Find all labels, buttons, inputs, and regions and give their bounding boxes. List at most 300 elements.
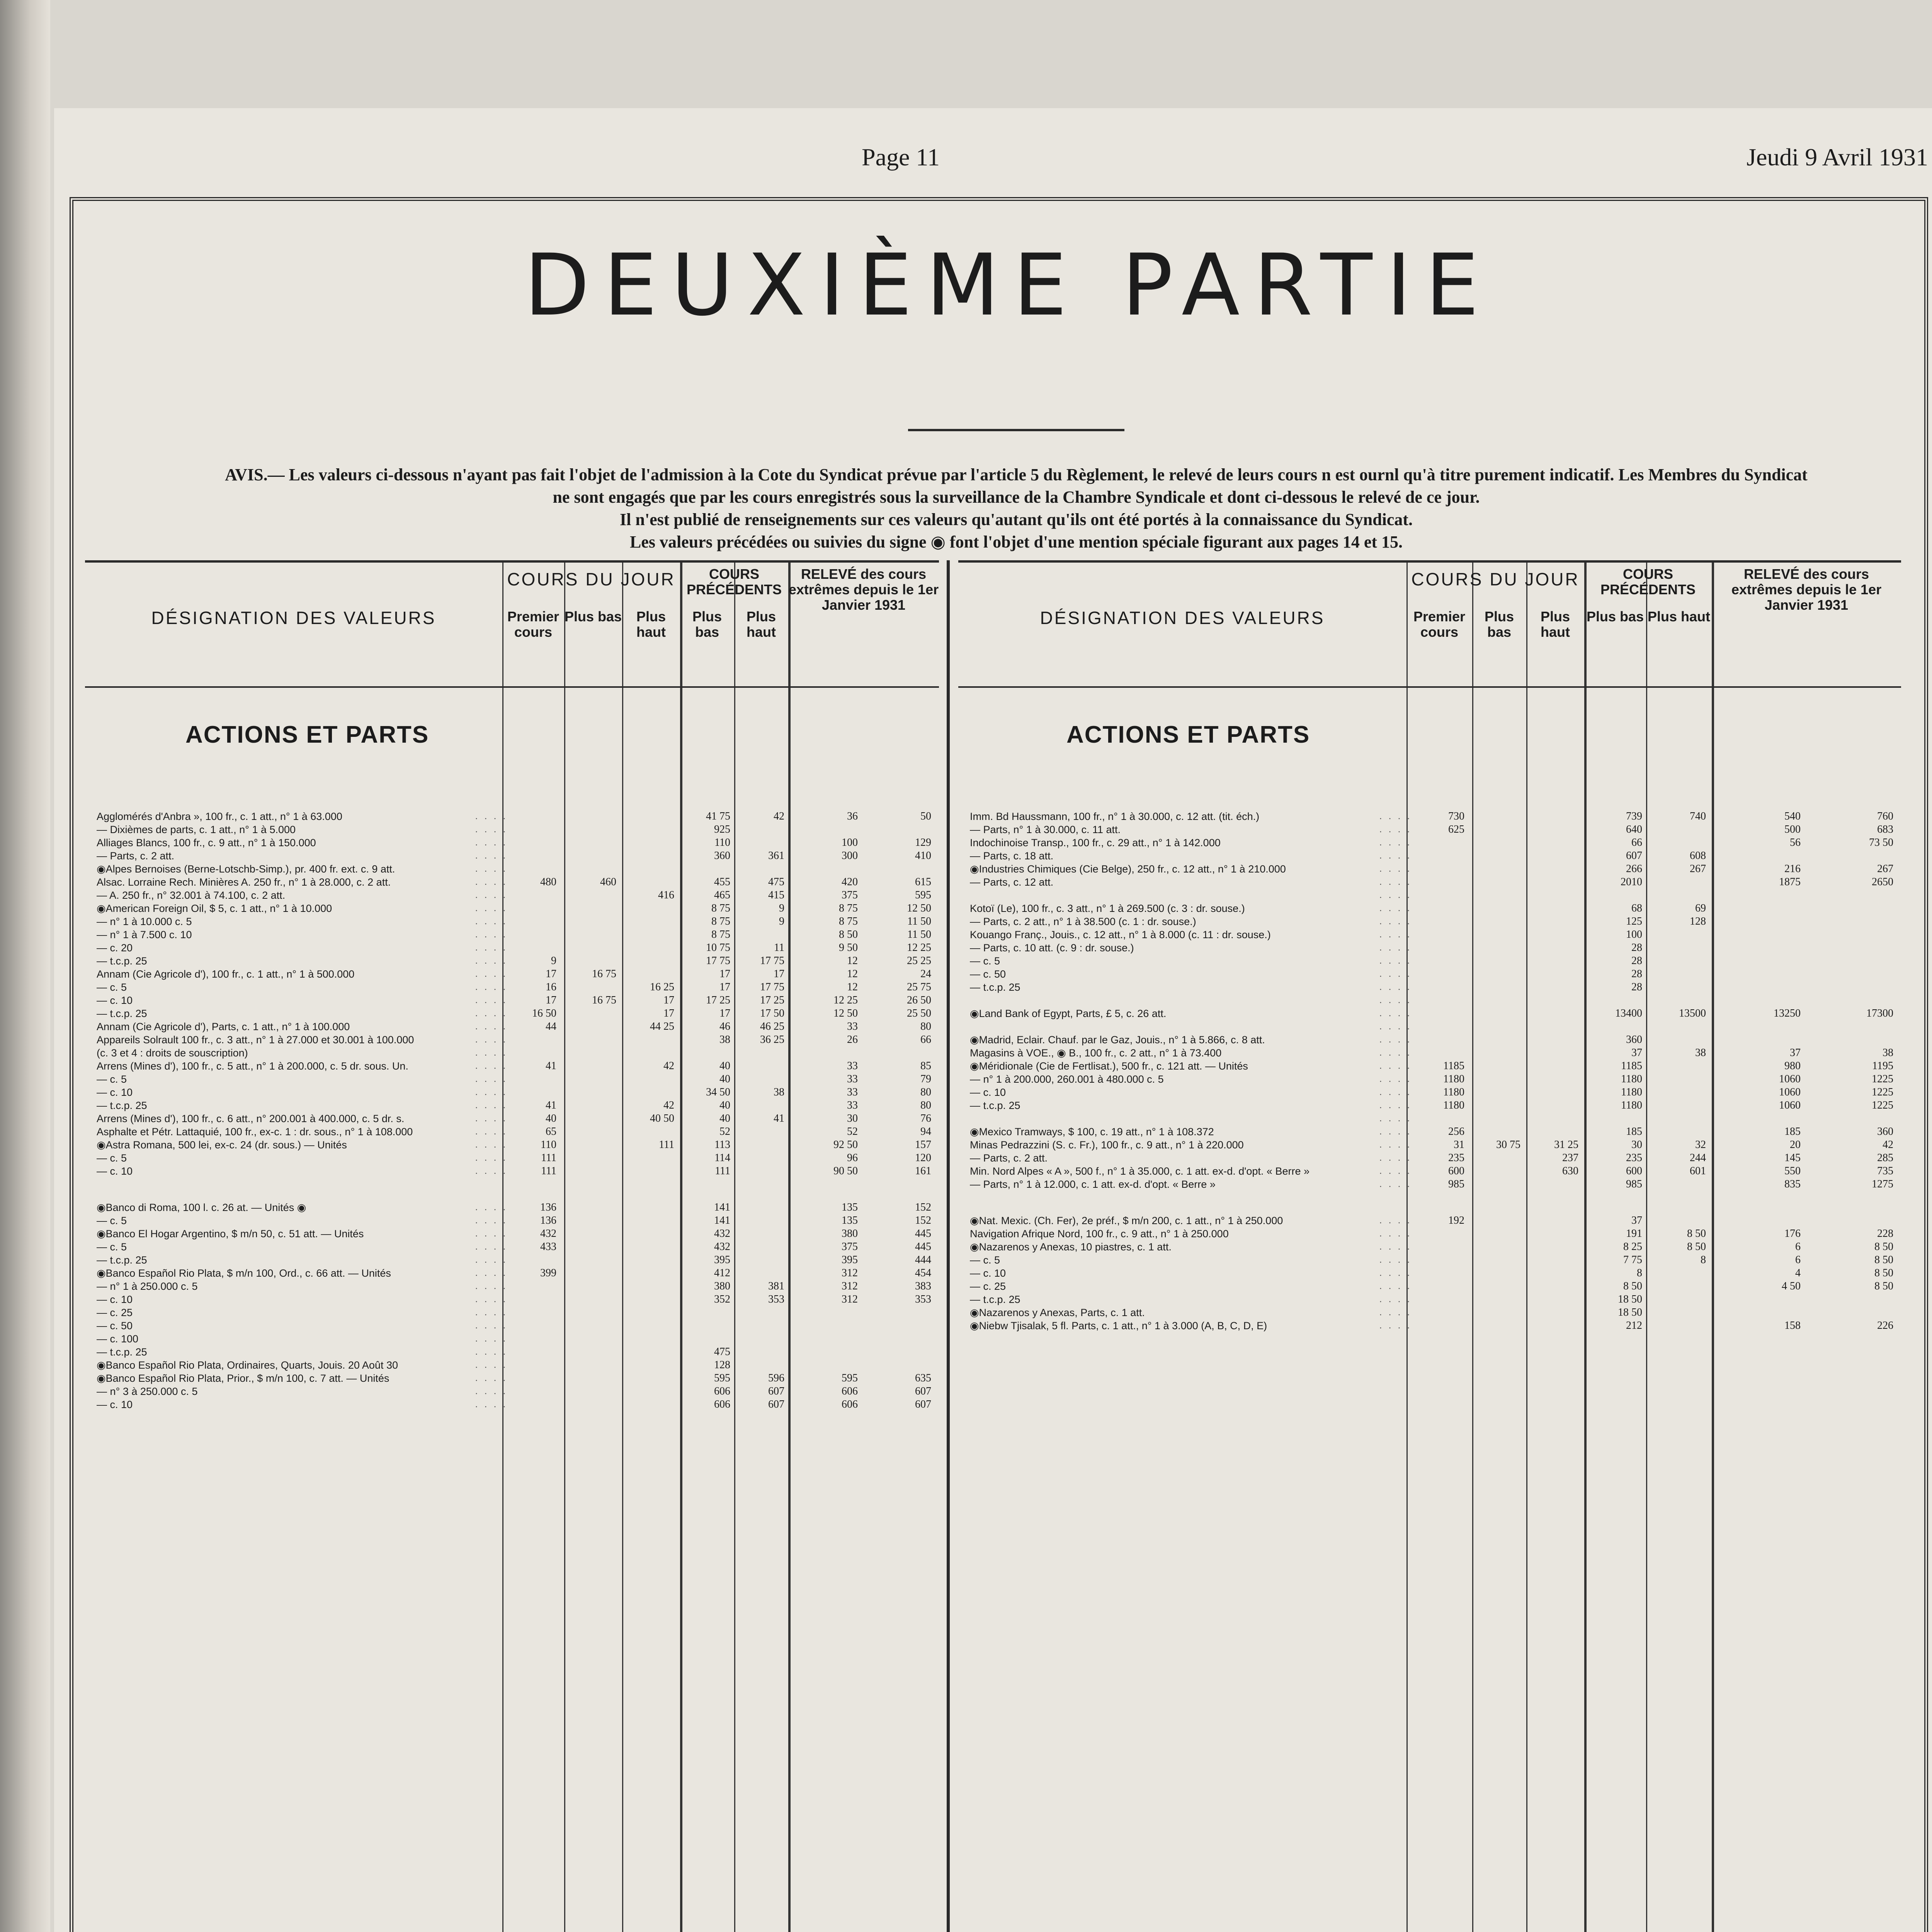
security-name: — c. 50 [97, 1320, 133, 1332]
prec-bas: 607 [1626, 850, 1642, 862]
security-name: — c. 100 [97, 1333, 139, 1345]
leader-dots: . . . . [1379, 969, 1412, 979]
releve-haut: 129 [915, 837, 931, 849]
leader-dots: . . . . [475, 890, 508, 900]
table-row [958, 1112, 1901, 1125]
leader-dots: . . . . [1379, 1179, 1412, 1189]
premier-header: Premier cours [507, 609, 560, 640]
leader-dots: . . . . [475, 956, 508, 966]
leader-dots: . . . . [475, 1153, 508, 1163]
prec-haut-header: Plus haut [746, 609, 776, 640]
table-row [958, 862, 1901, 876]
table-row [85, 1151, 939, 1165]
plus-haut: 17 [663, 1007, 674, 1019]
releve-haut: 11 50 [907, 915, 931, 927]
prec-haut: 38 [774, 1086, 784, 1098]
security-name: — c. 50 [970, 968, 1006, 980]
table-row [958, 1060, 1901, 1073]
security-name: ◉Nazarenos y Anexas, 10 piastres, c. 1 att. [970, 1241, 1172, 1253]
prec-bas: 52 [719, 1126, 730, 1138]
security-name: ◉Banco Español Rio Plata, $ m/n 100, Ord., c. 66 att. — Unités [97, 1267, 391, 1279]
leader-dots: . . . . [1379, 1035, 1412, 1045]
prec-bas: 8 75 [711, 929, 730, 940]
table-row [958, 981, 1901, 994]
table-row [85, 1332, 939, 1345]
cours-precedents-header: COURS PRÉCÉDENTS [1600, 566, 1696, 597]
releve-bas: 312 [842, 1280, 858, 1292]
releve-haut: 454 [915, 1267, 931, 1279]
leader-dots: . . . . [1379, 956, 1412, 966]
leader-dots: . . . . [1379, 1268, 1412, 1278]
security-name: — c. 10 [970, 1087, 1006, 1098]
leader-dots: . . . . [475, 903, 508, 913]
prec-bas: 17 75 [706, 955, 730, 967]
table-row [85, 1046, 939, 1060]
table-row [958, 915, 1901, 928]
prec-haut: 17 [774, 968, 784, 980]
table-row [85, 954, 939, 968]
plus-haut: 630 [1562, 1165, 1578, 1177]
table-row [958, 1293, 1901, 1306]
prec-bas: 40 [719, 1073, 730, 1085]
prec-haut: 69 [1695, 902, 1706, 914]
table-row [85, 915, 939, 928]
table-row [85, 1240, 939, 1253]
quotation-table-right [958, 560, 1901, 1932]
releve-haut: 267 [1877, 863, 1893, 875]
releve-bas: 90 50 [833, 1165, 858, 1177]
security-name: Appareils Solrault 100 fr., c. 3 att., n° 1 à 27.000 et 30.001 à 100.000 [97, 1034, 414, 1046]
prec-bas: 18 50 [1618, 1306, 1642, 1318]
prec-bas: 37 [1631, 1214, 1642, 1226]
leader-dots: . . . . [475, 1202, 508, 1213]
cours-precedents-header: COURS PRÉCÉDENTS [686, 566, 782, 597]
leader-dots: . . . . [475, 917, 508, 927]
leader-dots: . . . . [1379, 1308, 1412, 1318]
plus-haut: 237 [1562, 1152, 1578, 1164]
prec-bas: 1180 [1621, 1099, 1642, 1111]
premier-cours: 136 [540, 1214, 556, 1226]
releve-bas: 52 [847, 1126, 858, 1138]
section-heading: ACTIONS ET PARTS [185, 721, 429, 748]
releve-bas: 606 [842, 1398, 858, 1410]
security-name: — n° 1 à 200.000, 260.001 à 480.000 c. 5 [970, 1073, 1164, 1085]
page-number: Page 11 [862, 143, 940, 171]
leader-dots: . . . . [475, 851, 508, 861]
page-title: DEUXIÈME PARTIE [524, 236, 1493, 335]
premier-cours: 41 [546, 1060, 556, 1072]
table-row [85, 981, 939, 994]
table-row [85, 928, 939, 941]
table-row [85, 876, 939, 889]
plus-bas: 30 75 [1496, 1139, 1520, 1151]
leader-dots: . . . . [475, 1061, 508, 1071]
releve-haut: 79 [920, 1073, 931, 1085]
prec-bas: 128 [714, 1359, 730, 1371]
leader-dots: . . . . [475, 1386, 508, 1396]
leader-dots: . . . . [1379, 1153, 1412, 1163]
releve-haut: 26 50 [907, 994, 931, 1006]
releve-bas: 36 [847, 810, 858, 822]
releve-bas: 135 [842, 1214, 858, 1226]
releve-haut: 1195 [1872, 1060, 1893, 1072]
releve-bas: 500 [1784, 823, 1801, 835]
security-name: Alsac. Lorraine Rech. Minières A. 250 fr., n° 1 à 28.000, c. 2 att. [97, 876, 391, 888]
releve-bas: 20 [1790, 1139, 1801, 1151]
cours-du-jour-header: COURS DU JOUR [507, 569, 675, 589]
leader-dots: . . . . [1379, 943, 1412, 953]
releve-haut: 1225 [1872, 1073, 1893, 1085]
releve-haut: 353 [915, 1293, 931, 1305]
prec-bas: 360 [1626, 1034, 1642, 1046]
prec-bas: 985 [1626, 1178, 1642, 1190]
prec-bas: 1180 [1621, 1086, 1642, 1098]
releve-bas: 176 [1784, 1228, 1801, 1240]
table-row [958, 810, 1901, 823]
security-name: — c. 5 [970, 1254, 1000, 1266]
prec-haut: 8 50 [1687, 1241, 1706, 1253]
premier-cours: 16 50 [532, 1007, 556, 1019]
releve-haut: 76 [920, 1112, 931, 1124]
prec-bas: 380 [714, 1280, 730, 1292]
premier-cours: 1180 [1443, 1086, 1464, 1098]
security-name: — c. 5 [97, 1241, 127, 1253]
releve-bas: 312 [842, 1267, 858, 1279]
leader-dots: . . . . [1379, 864, 1412, 874]
plus-bas: 16 75 [592, 968, 616, 980]
premier-cours: 16 [546, 981, 556, 993]
premier-cours: 110 [541, 1139, 556, 1151]
prec-bas: 113 [714, 1139, 730, 1151]
premier-cours: 480 [540, 876, 556, 888]
prec-bas: 8 50 [1623, 1280, 1642, 1292]
table-row [958, 1165, 1901, 1178]
table-row [85, 889, 939, 902]
security-name: — n° 1 à 250.000 c. 5 [97, 1281, 198, 1292]
releve-haut: 42 [1883, 1139, 1893, 1151]
plus-haut: 31 25 [1554, 1139, 1578, 1151]
releve-bas: 37 [1790, 1047, 1801, 1059]
security-name: ◉American Foreign Oil, $ 5, c. 1 att., n° 1 à 10.000 [97, 903, 332, 914]
leader-dots: . . . . [475, 1087, 508, 1097]
table-row [958, 1253, 1901, 1267]
prec-haut: 8 [1701, 1254, 1706, 1266]
releve-haut: 1275 [1872, 1178, 1893, 1190]
table-row [85, 1293, 939, 1306]
security-name: — Parts, c. 12 att. [970, 876, 1054, 888]
table-row [958, 1280, 1901, 1293]
security-name: — t.c.p. 25 [97, 1254, 147, 1266]
prec-bas-header: Plus bas [692, 609, 722, 640]
adjacent-page-edge [0, 0, 50, 1932]
releve-haut: 152 [915, 1214, 931, 1226]
prec-bas: 2010 [1621, 876, 1642, 888]
leader-dots: . . . . [475, 1114, 508, 1124]
security-name: — Parts, c. 2 att. [970, 1152, 1048, 1164]
prec-haut: 9 [779, 915, 784, 927]
table-row [85, 1345, 939, 1359]
releve-bas: 185 [1784, 1126, 1801, 1138]
leader-dots: . . . . [475, 1308, 508, 1318]
table-row [958, 836, 1901, 849]
prec-bas: 30 [1631, 1139, 1642, 1151]
leader-dots: . . . . [475, 930, 508, 940]
prec-bas: 34 50 [706, 1086, 730, 1098]
security-name: Min. Nord Alpes « A », 500 f., n° 1 à 35.000, c. 1 att. ex-d. d'opt. « Berre » [970, 1165, 1310, 1177]
releve-haut: 80 [920, 1086, 931, 1098]
releve-bas: 33 [847, 1099, 858, 1111]
prec-bas: 595 [714, 1372, 730, 1384]
table-row [958, 1267, 1901, 1280]
leader-dots: . . . . [1379, 1100, 1412, 1111]
prec-bas: 739 [1626, 810, 1642, 822]
security-name: Kouango Franç., Jouis., c. 12 att., n° 1 à 8.000 (c. 11 : dr. souse.) [970, 929, 1271, 940]
title-underline [908, 429, 1124, 431]
leader-dots: . . . . [475, 1229, 508, 1239]
leader-dots: . . . . [475, 1166, 508, 1176]
prec-haut: 38 [1695, 1047, 1706, 1059]
prec-haut: 46 25 [760, 1020, 784, 1032]
leader-dots: . . . . [1379, 1242, 1412, 1252]
prec-haut: 36 25 [760, 1034, 784, 1046]
prec-bas: 8 75 [711, 915, 730, 927]
table-row [958, 902, 1901, 915]
leader-dots: . . . . [1379, 1009, 1412, 1019]
plus-haut: 17 [663, 994, 674, 1006]
releve-haut: 80 [920, 1099, 931, 1111]
premier-cours: 41 [546, 1099, 556, 1111]
prec-haut: 17 75 [760, 981, 784, 993]
security-name: — Parts, n° 1 à 12.000, c. 1 att. ex-d. d'opt. « Berre » [970, 1179, 1216, 1190]
notice-line: Les valeurs précédées ou suivies du signe ◉ font l'objet d'une mention spéciale figurant aux pages 14 et 15. [629, 532, 1403, 551]
prec-bas: 412 [714, 1267, 730, 1279]
table-row [85, 1138, 939, 1151]
security-name: ◉Nazarenos y Anexas, Parts, c. 1 att. [970, 1307, 1145, 1318]
premier-cours: 192 [1448, 1214, 1464, 1226]
premier-cours: 136 [540, 1201, 556, 1213]
releve-haut: 445 [915, 1241, 931, 1253]
releve-bas: 835 [1784, 1178, 1801, 1190]
table-row [85, 1099, 939, 1112]
leader-dots: . . . . [475, 1048, 508, 1058]
leader-dots: . . . . [475, 1242, 508, 1252]
releve-bas: 300 [842, 850, 858, 862]
leader-dots: . . . . [475, 1216, 508, 1226]
table-row [85, 1125, 939, 1138]
prec-haut: 607 [768, 1398, 784, 1410]
security-name: Annam (Cie Agricole d'), 100 fr., c. 1 att., n° 1 à 500.000 [97, 968, 355, 980]
releve-bas: 6 [1795, 1254, 1801, 1266]
releve-haut: 228 [1877, 1228, 1893, 1240]
leader-dots: . . . . [475, 1400, 508, 1410]
security-name: (c. 3 et 4 : droits de souscription) [97, 1047, 248, 1059]
releve-bas: 56 [1790, 837, 1801, 849]
leader-dots: . . . . [475, 1347, 508, 1357]
releve-haut: 383 [915, 1280, 931, 1292]
prec-bas: 13400 [1615, 1007, 1642, 1019]
releve-haut: 1225 [1872, 1086, 1893, 1098]
prec-haut-header: Plus haut [1647, 609, 1711, 624]
prec-bas: 100 [1626, 929, 1642, 940]
releve-bas: 9 50 [839, 942, 858, 954]
prec-haut: 475 [768, 876, 784, 888]
security-name: ◉Banco El Hogar Argentino, $ m/n 50, c. 51 att. — Unités [97, 1228, 364, 1240]
quote-rows [85, 1201, 939, 1411]
table-row [85, 862, 939, 876]
releve-haut: 50 [920, 810, 931, 822]
prec-bas: 28 [1631, 955, 1642, 967]
section-heading: ACTIONS ET PARTS [1066, 721, 1310, 748]
table-row [85, 1201, 939, 1214]
prec-haut: 32 [1695, 1139, 1706, 1151]
security-name: — c. 5 [97, 1215, 127, 1226]
releve-bas: 12 [847, 955, 858, 967]
releve-bas: 380 [842, 1228, 858, 1240]
table-row [958, 1125, 1901, 1138]
table-row [85, 1385, 939, 1398]
plus-haut: 16 25 [650, 981, 674, 993]
leader-dots: . . . . [1379, 1255, 1412, 1265]
leader-dots: . . . . [1379, 1061, 1412, 1071]
prec-bas-header: Plus bas [1586, 609, 1644, 624]
security-name: Minas Pedrazzini (S. c. Fr.), 100 fr., c. 9 att., n° 1 à 220.000 [970, 1139, 1244, 1151]
leader-dots: . . . . [475, 1294, 508, 1304]
prec-bas: 114 [714, 1152, 730, 1164]
security-name: ◉Land Bank of Egypt, Parts, £ 5, c. 26 att. [970, 1008, 1167, 1019]
prec-haut: 601 [1690, 1165, 1706, 1177]
prec-haut: 11 [774, 942, 784, 954]
table-row [85, 1060, 939, 1073]
leader-dots: . . . . [475, 982, 508, 992]
prec-haut: 415 [768, 889, 784, 901]
security-name: — t.c.p. 25 [970, 1294, 1020, 1305]
security-name: — t.c.p. 25 [970, 1100, 1020, 1111]
security-name: — c. 5 [97, 981, 127, 993]
table-row [958, 941, 1901, 954]
releve-haut: 444 [915, 1254, 931, 1266]
releve-bas: 1875 [1779, 876, 1801, 888]
premier-cours: 17 [546, 968, 556, 980]
security-name: — c. 5 [97, 1152, 127, 1164]
table-row [958, 1178, 1901, 1191]
plus-bas: 16 75 [592, 994, 616, 1006]
premier-cours: 65 [546, 1126, 556, 1138]
security-name: — Parts, n° 1 à 30.000, c. 11 att. [970, 824, 1121, 835]
leader-dots: . . . . [1379, 1216, 1412, 1226]
table-row [85, 1165, 939, 1178]
newspaper-page [54, 108, 1932, 1932]
leader-dots: . . . . [1379, 838, 1412, 848]
releve-bas: 216 [1784, 863, 1801, 875]
table-row [958, 876, 1901, 889]
security-name: ◉Banco Español Rio Plata, Prior., $ m/n 100, c. 7 att. — Unités [97, 1372, 389, 1384]
security-name: — Parts, c. 10 att. (c. 9 : dr. souse.) [970, 942, 1134, 954]
releve-bas: 30 [847, 1112, 858, 1124]
issue-date: Jeudi 9 Avril 1931 [1747, 143, 1928, 171]
prec-bas: 110 [714, 837, 730, 849]
leader-dots: . . . . [475, 969, 508, 979]
leader-dots: . . . . [1379, 1048, 1412, 1058]
plus-bas: 460 [600, 876, 616, 888]
prec-bas: 8 [1637, 1267, 1642, 1279]
prec-bas: 17 [719, 981, 730, 993]
table-row [85, 968, 939, 981]
leader-dots: . . . . [475, 877, 508, 887]
prec-bas: 141 [714, 1201, 730, 1213]
security-name: — Parts, c. 2 att., n° 1 à 38.500 (c. 1 : dr. souse.) [970, 916, 1196, 927]
security-name: Annam (Cie Agricole d'), Parts, c. 1 att., n° 1 à 100.000 [97, 1021, 350, 1032]
table-row [85, 1306, 939, 1319]
leader-dots: . . . . [1379, 995, 1412, 1005]
column-header [958, 563, 1901, 688]
leader-dots: . . . . [1379, 825, 1412, 835]
security-name: — t.c.p. 25 [97, 1008, 147, 1019]
prec-bas: 28 [1631, 968, 1642, 980]
leader-dots: . . . . [475, 1268, 508, 1278]
table-row [85, 823, 939, 836]
releve-bas: 8 50 [839, 929, 858, 940]
prec-bas: 360 [714, 850, 730, 862]
table-row [85, 1227, 939, 1240]
releve-bas: 6 [1795, 1241, 1801, 1253]
quotation-table-left [85, 560, 939, 1932]
plus-haut: 111 [659, 1139, 674, 1151]
releve-haut: 615 [915, 876, 931, 888]
table-row [85, 836, 939, 849]
leader-dots: . . . . [1379, 982, 1412, 992]
releve-bas: 595 [842, 1372, 858, 1384]
table-row [958, 1020, 1901, 1033]
premier-cours: 625 [1448, 823, 1464, 835]
prec-haut: 41 [774, 1112, 784, 1124]
releve-bas: 550 [1784, 1165, 1801, 1177]
releve-haut: 360 [1877, 1126, 1893, 1138]
prec-bas: 191 [1626, 1228, 1642, 1240]
releve-haut: 17300 [1866, 1007, 1893, 1019]
leader-dots: . . . . [475, 995, 508, 1005]
security-name: Arrens (Mines d'), 100 fr., c. 6 att., n° 200.001 à 400.000, c. 5 dr. s. [97, 1113, 405, 1124]
prec-bas: 465 [714, 889, 730, 901]
leader-dots: . . . . [1379, 917, 1412, 927]
table-row [85, 1073, 939, 1086]
prec-bas: 395 [714, 1254, 730, 1266]
prec-bas: 455 [714, 876, 730, 888]
prec-haut: 9 [779, 902, 784, 914]
plus-bas-header: Plus bas [564, 609, 622, 624]
releve-bas: 158 [1784, 1320, 1801, 1332]
releve-haut: 735 [1877, 1165, 1893, 1177]
releve-haut: 25 50 [907, 1007, 931, 1019]
prec-haut: 13500 [1679, 1007, 1706, 1019]
releve-haut: 38 [1883, 1047, 1893, 1059]
releve-bas: 33 [847, 1073, 858, 1085]
releve-bas: 980 [1784, 1060, 1801, 1072]
quote-rows [958, 1214, 1901, 1332]
releve-haut: 607 [915, 1385, 931, 1397]
table-row [85, 1280, 939, 1293]
releve-haut: 607 [915, 1398, 931, 1410]
releve-bas: 375 [842, 889, 858, 901]
security-name: ◉Méridionale (Cie de Fertlisat.), 500 fr., c. 121 att. — Unités [970, 1060, 1248, 1072]
security-name: ◉Mexico Tramways, $ 100, c. 19 att., n° 1 à 108.372 [970, 1126, 1214, 1138]
security-name: — n° 1 à 10.000 c. 5 [97, 916, 192, 927]
security-name: ◉Banco Español Rio Plata, Ordinaires, Quarts, Jouis. 20 Août 30 [97, 1359, 398, 1371]
security-name: — A. 250 fr., n° 32.001 à 74.100, c. 2 att. [97, 889, 286, 901]
table-row [85, 1033, 939, 1046]
releve-bas: 606 [842, 1385, 858, 1397]
security-name: Imm. Bd Haussmann, 100 fr., n° 1 à 30.000, c. 12 att. (tit. éch.) [970, 811, 1260, 822]
releve-haut: 285 [1877, 1152, 1893, 1164]
